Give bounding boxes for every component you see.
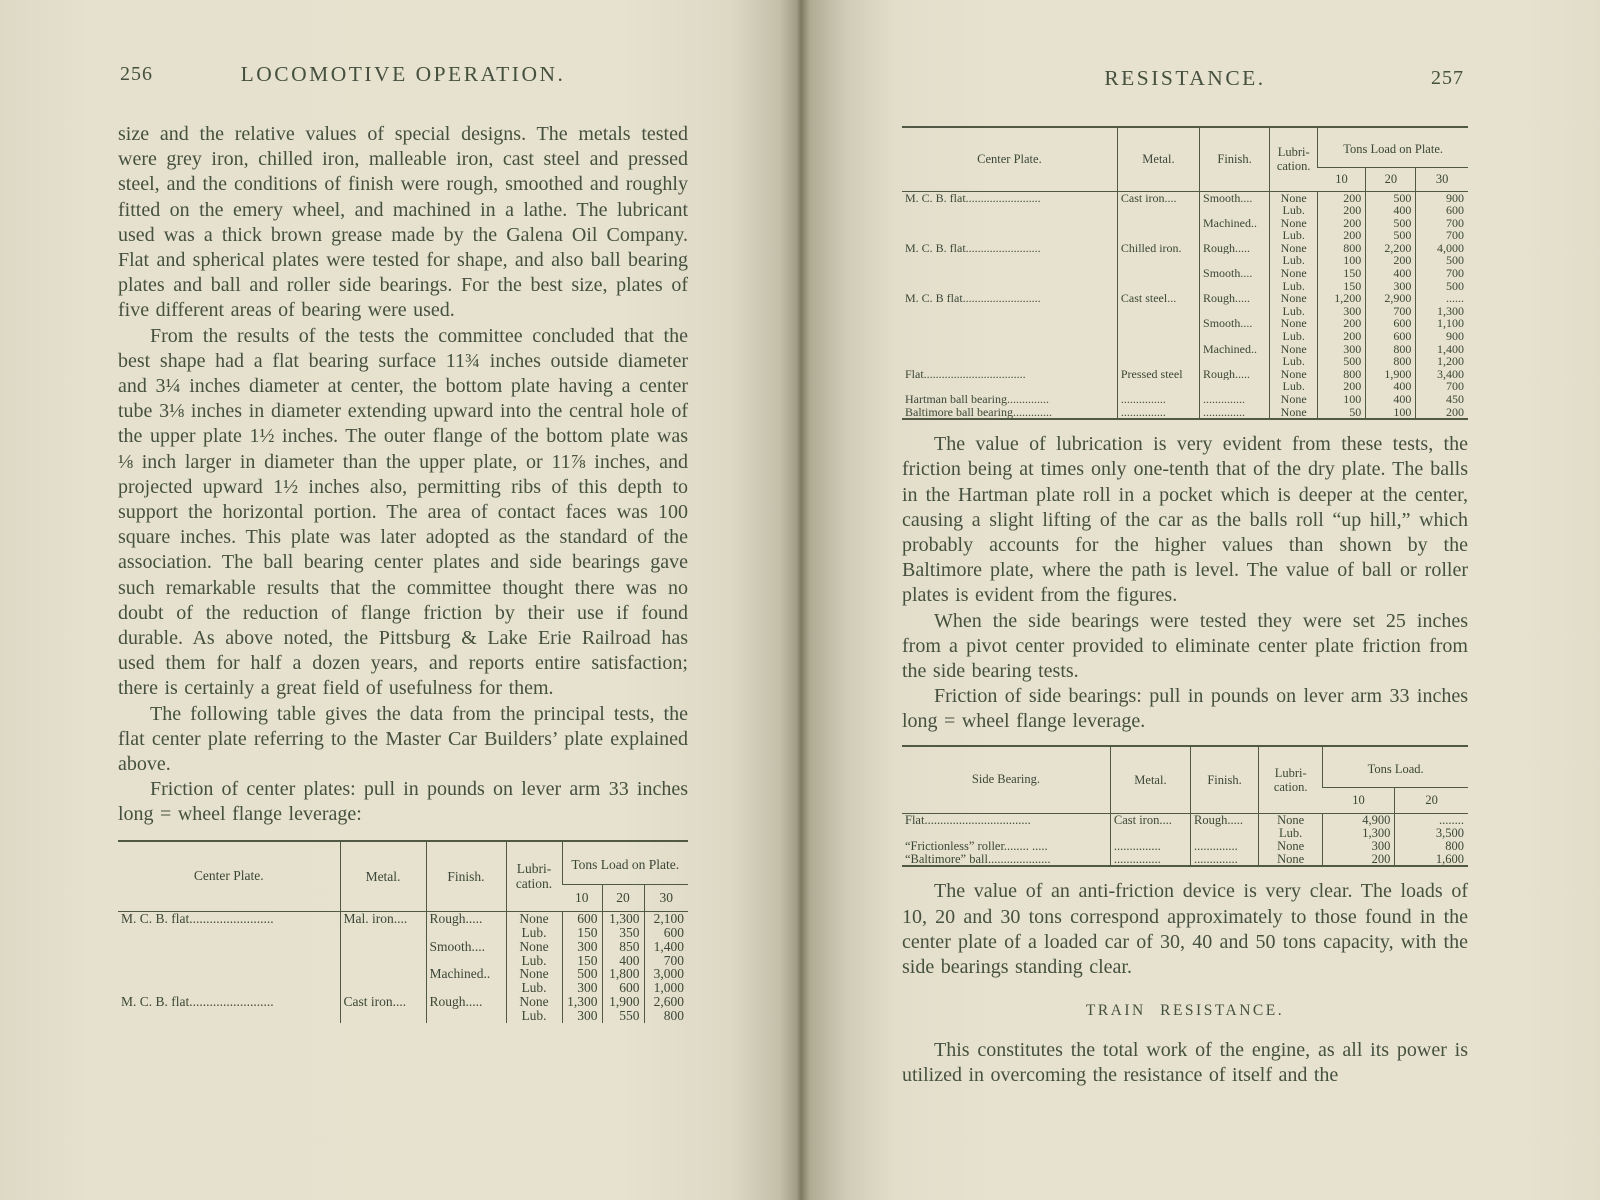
- table-cell: [902, 380, 1117, 393]
- table-cell: Lub.: [1270, 254, 1318, 267]
- table-cell: [1110, 827, 1190, 840]
- sub-header: 20: [602, 885, 644, 912]
- page-number-left: 256: [120, 63, 153, 85]
- table-cell: 200: [1318, 229, 1366, 242]
- table-cell: 600: [562, 912, 602, 926]
- table-row: [902, 280, 1468, 293]
- table-row: [902, 217, 1468, 230]
- table-row: [902, 242, 1468, 255]
- table-cell: 400: [1366, 267, 1416, 280]
- table-cell: ...............: [1110, 840, 1190, 853]
- table-cell: None: [1270, 242, 1318, 255]
- table-cell: None: [1270, 191, 1318, 204]
- table-cell: [426, 926, 506, 940]
- table-cell: Rough.....: [1200, 242, 1270, 255]
- sub-header: 30: [1416, 167, 1468, 191]
- table-cell: 600: [1416, 204, 1468, 217]
- table-cell: 850: [602, 940, 644, 954]
- table-row: [902, 191, 1468, 204]
- paragraph: Friction of center plates: pull in pounds on lever arm 33 inches long = wheel flange leverage:: [118, 778, 688, 826]
- table-cell: “Baltimore” ball....................: [905, 852, 1051, 866]
- table-cell: Rough.....: [426, 912, 506, 926]
- table-cell: 1,300: [562, 995, 602, 1009]
- table-cell: [1117, 343, 1199, 356]
- table-cell: [426, 981, 506, 995]
- table-cell: [1191, 827, 1259, 840]
- table-cell: 2,200: [1366, 242, 1416, 255]
- page-left: [118, 62, 688, 1023]
- table-row: [902, 368, 1468, 381]
- table-cell: [1117, 254, 1199, 267]
- table-cell: “Frictionless” roller........ .....: [905, 839, 1048, 853]
- table-cell: ...............: [1117, 406, 1199, 420]
- table-row: [902, 292, 1468, 305]
- table-cell: 300: [562, 1009, 602, 1023]
- table-cell: Rough.....: [1200, 292, 1270, 305]
- table-cell: ..............: [1200, 406, 1270, 420]
- table-cell: None: [506, 967, 562, 981]
- table-cell: 800: [1366, 355, 1416, 368]
- table-cell: 300: [1318, 305, 1366, 318]
- table-cell: 4,900: [1323, 814, 1395, 827]
- page-right: [902, 66, 1468, 1089]
- table-cell: [1117, 330, 1199, 343]
- table-cell: Machined..: [1200, 217, 1270, 230]
- table-cell: Machined..: [426, 967, 506, 981]
- center-plate-friction-table: [118, 840, 688, 1023]
- table-row: [902, 305, 1468, 318]
- table-row: [902, 840, 1468, 853]
- side-bearing-friction-table: [902, 745, 1468, 868]
- table-cell: Lub.: [506, 926, 562, 940]
- left-body-text: [118, 122, 688, 828]
- table-row: [902, 330, 1468, 343]
- table-cell: 800: [1318, 242, 1366, 255]
- table-cell: [902, 330, 1117, 343]
- table-cell: 800: [1318, 368, 1366, 381]
- table-cell: 500: [1318, 355, 1366, 368]
- table-cell: 700: [644, 954, 688, 968]
- table-cell: [902, 317, 1117, 330]
- table-row: [118, 912, 688, 926]
- table-cell: 200: [1318, 380, 1366, 393]
- table-cell: [340, 981, 426, 995]
- table-cell: None: [1270, 267, 1318, 280]
- table-cell: Lub.: [506, 954, 562, 968]
- table-cell: [1200, 254, 1270, 267]
- center-plate-friction-table-continued: [902, 126, 1468, 420]
- table-cell: [1117, 217, 1199, 230]
- table-cell: [118, 926, 340, 940]
- table-cell: 500: [1366, 191, 1416, 204]
- table-cell: ........: [1395, 814, 1468, 827]
- span-header: Tons Load on Plate.: [562, 841, 688, 885]
- table-cell: Lub.: [506, 981, 562, 995]
- sub-header: 30: [644, 885, 688, 912]
- table-row: [902, 406, 1468, 420]
- page-number-right: 257: [1431, 67, 1464, 89]
- table-cell: 700: [1416, 267, 1468, 280]
- table-cell: 400: [602, 954, 644, 968]
- table-cell: 200: [1323, 853, 1395, 867]
- table-cell: 1,900: [1366, 368, 1416, 381]
- table-cell: Lub.: [1270, 355, 1318, 368]
- table-row: [902, 355, 1468, 368]
- span-header: Tons Load.: [1323, 746, 1468, 788]
- table-cell: [1117, 355, 1199, 368]
- table-cell: 800: [644, 1009, 688, 1023]
- table-cell: 2,100: [644, 912, 688, 926]
- table-cell: Chilled iron.: [1117, 242, 1199, 255]
- paragraph: This constitutes the total work of the engine, as all its power is utilized in overcoming the resistance of itself and the: [902, 1039, 1468, 1087]
- table-cell: ...............: [1110, 853, 1190, 867]
- table-cell: 200: [1366, 254, 1416, 267]
- table-cell: Smooth....: [1200, 191, 1270, 204]
- running-head-left: [118, 62, 688, 96]
- right-body-text-3: [902, 1038, 1468, 1088]
- table-cell: None: [1259, 853, 1323, 867]
- table-cell: Rough.....: [426, 995, 506, 1009]
- table-row: [902, 343, 1468, 356]
- table-cell: [1200, 305, 1270, 318]
- table-row: [902, 853, 1468, 867]
- table-cell: 3,500: [1395, 827, 1468, 840]
- table-cell: 100: [1318, 254, 1366, 267]
- table-cell: Lub.: [1270, 280, 1318, 293]
- table-cell: 400: [1366, 393, 1416, 406]
- table-row: [902, 317, 1468, 330]
- table-cell: Smooth....: [1200, 267, 1270, 280]
- table-cell: Lub.: [1259, 827, 1323, 840]
- running-title-left: LOCOMOTIVE OPERATION.: [240, 62, 566, 86]
- table-cell: Lub.: [1270, 229, 1318, 242]
- table-cell: [902, 217, 1117, 230]
- table-cell: [118, 981, 340, 995]
- table-cell: Smooth....: [426, 940, 506, 954]
- paragraph: The value of lubrication is very evident from these tests, the friction being at times only one-tenth that of the dry plate. The balls in the Hartman plate roll in a pocket which is deeper at the center, causing a slight lifting of the car as the balls roll “up hill,” which probably accounts for the higher values than shown by the Baltimore plate, where the path is level. The value of ball or roller plates is evident from the figures.: [902, 433, 1468, 607]
- table-cell: [340, 926, 426, 940]
- table-cell: [902, 229, 1117, 242]
- table-cell: Baltimore ball bearing.............: [905, 405, 1052, 419]
- table-cell: Lub.: [1270, 204, 1318, 217]
- table-cell: 600: [1366, 330, 1416, 343]
- table-cell: 1,200: [1416, 355, 1468, 368]
- table-cell: Hartman ball bearing..............: [905, 393, 1049, 406]
- paragraph: Friction of side bearings: pull in pounds on lever arm 33 inches long = wheel flange leverage.: [902, 685, 1468, 733]
- table-cell: Lub.: [1270, 330, 1318, 343]
- table-cell: Flat..................................: [905, 367, 1026, 381]
- sub-header: 10: [1323, 788, 1395, 814]
- column-header: Lubri-​cation.: [1270, 127, 1318, 191]
- table-cell: 3,000: [644, 967, 688, 981]
- table-row: [118, 995, 688, 1009]
- table-cell: 500: [1366, 217, 1416, 230]
- table-cell: [902, 343, 1117, 356]
- table-cell: [902, 204, 1117, 217]
- table-cell: Lub.: [1270, 380, 1318, 393]
- table-cell: 150: [562, 926, 602, 940]
- table-cell: 1,300: [602, 912, 644, 926]
- right-body-text-2: [902, 879, 1468, 980]
- table-cell: None: [1259, 840, 1323, 853]
- table-cell: [1117, 305, 1199, 318]
- table-cell: None: [506, 995, 562, 1009]
- table-cell: 1,600: [1395, 853, 1468, 867]
- table-cell: Machined..: [1200, 343, 1270, 356]
- data-table: [902, 745, 1468, 868]
- column-header: Finish.: [1200, 127, 1270, 191]
- table-row: [902, 393, 1468, 406]
- table-cell: 1,300: [1323, 827, 1395, 840]
- table-cell: ...............: [1117, 393, 1199, 406]
- table-cell: [340, 940, 426, 954]
- table-cell: 50: [1318, 406, 1366, 420]
- table-cell: ..............: [1200, 393, 1270, 406]
- column-header: Metal.: [1117, 127, 1199, 191]
- table-cell: M. C. B. flat.........................: [121, 994, 274, 1009]
- table-cell: 100: [1366, 406, 1416, 420]
- table-cell: 150: [1318, 267, 1366, 280]
- table-cell: [1200, 355, 1270, 368]
- table-cell: [1117, 204, 1199, 217]
- table-cell: 300: [562, 940, 602, 954]
- table-cell: 900: [1416, 330, 1468, 343]
- table-cell: [1117, 280, 1199, 293]
- table-cell: 900: [1416, 191, 1468, 204]
- table-cell: [426, 954, 506, 968]
- table-cell: [1117, 229, 1199, 242]
- table-cell: Lub.: [1270, 305, 1318, 318]
- column-header: Metal.: [340, 841, 426, 912]
- table-cell: 800: [1366, 343, 1416, 356]
- table-cell: 400: [1366, 204, 1416, 217]
- table-cell: [340, 967, 426, 981]
- data-table: [902, 126, 1468, 420]
- table-cell: 500: [1416, 254, 1468, 267]
- column-header: Lubri-​cation.: [1259, 746, 1323, 814]
- table-cell: None: [506, 940, 562, 954]
- table-row: [118, 954, 688, 968]
- table-cell: [340, 954, 426, 968]
- table-row: [118, 1009, 688, 1023]
- table-cell: Cast iron....: [1117, 191, 1199, 204]
- sub-header: 10: [562, 885, 602, 912]
- column-header: Lubri-​cation.: [506, 841, 562, 912]
- table-cell: 1,000: [644, 981, 688, 995]
- table-row: [902, 229, 1468, 242]
- table-cell: 400: [1366, 380, 1416, 393]
- table-cell: Mal. iron....: [340, 912, 426, 926]
- running-head-right: [902, 66, 1468, 100]
- table-cell: [902, 267, 1117, 280]
- table-cell: Cast iron....: [340, 995, 426, 1009]
- table-cell: ..............: [1191, 840, 1259, 853]
- table-cell: M. C. B. flat.........................: [905, 191, 1041, 205]
- table-cell: Lub.: [506, 1009, 562, 1023]
- table-cell: [902, 355, 1117, 368]
- data-table: [118, 840, 688, 1023]
- table-row: [902, 254, 1468, 267]
- table-row: [902, 204, 1468, 217]
- table-cell: 600: [1366, 317, 1416, 330]
- table-cell: 150: [562, 954, 602, 968]
- table-cell: [902, 827, 1110, 840]
- table-cell: [902, 305, 1117, 318]
- table-cell: 550: [602, 1009, 644, 1023]
- table-cell: 200: [1318, 330, 1366, 343]
- table-cell: None: [1270, 406, 1318, 420]
- table-cell: 500: [1366, 229, 1416, 242]
- paragraph: The following table gives the data from the principal tests, the flat center plate referring to the Master Car Builders’ plate explained above.: [118, 702, 688, 776]
- table-cell: 1,400: [1416, 343, 1468, 356]
- table-cell: ......: [1416, 292, 1468, 305]
- table-cell: [118, 1009, 340, 1023]
- table-cell: [1117, 380, 1199, 393]
- column-header: Finish.: [1191, 746, 1259, 814]
- table-cell: None: [1259, 814, 1323, 827]
- table-cell: None: [1270, 343, 1318, 356]
- table-cell: 1,300: [1416, 305, 1468, 318]
- table-cell: [1200, 204, 1270, 217]
- table-cell: 350: [602, 926, 644, 940]
- table-cell: [1200, 380, 1270, 393]
- table-cell: [1117, 317, 1199, 330]
- table-cell: Cast steel...: [1117, 292, 1199, 305]
- table-cell: 1,100: [1416, 317, 1468, 330]
- table-cell: [426, 1009, 506, 1023]
- table-cell: 3,400: [1416, 368, 1468, 381]
- table-cell: [902, 280, 1117, 293]
- table-row: [118, 940, 688, 954]
- column-header: Finish.: [426, 841, 506, 912]
- paragraph: When the side bearings were tested they were set 25 inches from a pivot center provided to eliminate center plate friction from the side bearing tests.: [902, 609, 1468, 683]
- table-row: [902, 380, 1468, 393]
- table-cell: 300: [562, 981, 602, 995]
- table-cell: Rough.....: [1191, 814, 1259, 827]
- table-cell: 150: [1318, 280, 1366, 293]
- table-cell: [902, 254, 1117, 267]
- table-cell: 300: [1323, 840, 1395, 853]
- table-cell: 1,200: [1318, 292, 1366, 305]
- table-cell: None: [506, 912, 562, 926]
- table-row: [118, 926, 688, 940]
- table-cell: 800: [1395, 840, 1468, 853]
- table-cell: 700: [1416, 380, 1468, 393]
- table-cell: [340, 1009, 426, 1023]
- paragraph: From the results of the tests the committee concluded that the best shape had a flat bearing surface 11¾ inches outside diameter and 3¼ inches diameter at center, the bottom plate having a center tube 3⅛ inches in diameter extending upward into the central hole of the upper plate 1½ inches. The outer flange of the bottom plate was ⅛ inch larger in diameter than the upper plate, or 11⅞ inches, and projected upward 1½ inches also, permitting ribs of this depth to support the horizontal portion. The area of contact faces was 100 square inches. This plate was later adopted as the standard of the association. The ball bearing center plates and side bearings gave such remarkable results that the committee thought there was no doubt of the reduction of flange friction by their use if found durable. As above noted, the Pittsburg & Lake Erie Railroad has used them for half a dozen years, and reports entire satisfaction; there is certainly a great field of usefulness for them.: [118, 324, 688, 700]
- table-cell: 100: [1318, 393, 1366, 406]
- table-cell: 1,400: [644, 940, 688, 954]
- table-row: [118, 981, 688, 995]
- table-cell: 2,900: [1366, 292, 1416, 305]
- table-cell: 700: [1416, 217, 1468, 230]
- table-cell: [1200, 280, 1270, 293]
- table-row: [118, 967, 688, 981]
- table-cell: 200: [1318, 204, 1366, 217]
- table-cell: [118, 967, 340, 981]
- table-cell: 600: [602, 981, 644, 995]
- table-cell: [1200, 330, 1270, 343]
- table-cell: 700: [1366, 305, 1416, 318]
- paragraph: The value of an anti-friction device is very clear. The loads of 10, 20 and 30 tons correspond approximately to those found in the center plate of a loaded car of 30, 40 and 50 tons capacity, with the side bearings standing clear.: [902, 880, 1468, 978]
- table-cell: Cast iron....: [1110, 814, 1190, 827]
- table-cell: 500: [1416, 280, 1468, 293]
- sub-header: 10: [1318, 167, 1366, 191]
- table-cell: 450: [1416, 393, 1468, 406]
- table-cell: 200: [1318, 191, 1366, 204]
- table-cell: [1117, 267, 1199, 280]
- running-title-right: RESISTANCE.: [1104, 66, 1266, 90]
- table-row: [902, 267, 1468, 280]
- table-cell: 200: [1318, 217, 1366, 230]
- paragraph: size and the relative values of special designs. The metals tested were grey iron, chilled iron, malleable iron, cast steel and pressed steel, and the conditions of finish were rough, smoothed and roughly fitted on the emery wheel, and machined in a lathe. The lubricant used was a thick brown grease made by the Galena Oil Company. Flat and spherical plates were tested for shape, and also ball bearing plates and ball and roller side bearings. For the best size, plates of five different areas of bearing were used.: [118, 123, 688, 322]
- span-header: Tons Load on Plate.: [1318, 127, 1468, 167]
- table-cell: [118, 954, 340, 968]
- column-header: Center Plate.: [118, 841, 340, 912]
- table-cell: ..............: [1191, 853, 1259, 867]
- table-cell: Rough.....: [1200, 368, 1270, 381]
- table-cell: None: [1270, 393, 1318, 406]
- table-cell: 300: [1318, 343, 1366, 356]
- table-cell: None: [1270, 292, 1318, 305]
- table-cell: M. C. B. flat.........................: [121, 911, 274, 926]
- table-cell: [118, 940, 340, 954]
- table-cell: None: [1270, 217, 1318, 230]
- table-cell: 4,000: [1416, 242, 1468, 255]
- table-row: [902, 814, 1468, 827]
- right-body-text-1: [902, 432, 1468, 734]
- table-cell: 2,600: [644, 995, 688, 1009]
- table-cell: 500: [562, 967, 602, 981]
- sub-header: 20: [1395, 788, 1468, 814]
- column-header: Metal.: [1110, 746, 1190, 814]
- table-row: [902, 827, 1468, 840]
- column-header: Side Bearing.: [902, 746, 1110, 814]
- table-cell: Smooth....: [1200, 317, 1270, 330]
- section-heading-train-resistance: TRAIN RESISTANCE.: [1085, 1002, 1285, 1020]
- table-cell: 600: [644, 926, 688, 940]
- table-cell: 200: [1318, 317, 1366, 330]
- sub-header: 20: [1366, 167, 1416, 191]
- table-cell: Flat..................................: [905, 813, 1031, 827]
- table-cell: M. C. B flat..........................: [905, 292, 1041, 305]
- table-cell: None: [1270, 317, 1318, 330]
- table-cell: 1,800: [602, 967, 644, 981]
- table-cell: Pressed steel: [1117, 368, 1199, 381]
- table-cell: 200: [1416, 406, 1468, 420]
- table-cell: None: [1270, 368, 1318, 381]
- table-cell: M. C. B. flat.........................: [905, 241, 1041, 255]
- table-cell: 1,900: [602, 995, 644, 1009]
- column-header: Center Plate.: [902, 127, 1117, 191]
- table-cell: 300: [1366, 280, 1416, 293]
- table-cell: 700: [1416, 229, 1468, 242]
- table-cell: [1200, 229, 1270, 242]
